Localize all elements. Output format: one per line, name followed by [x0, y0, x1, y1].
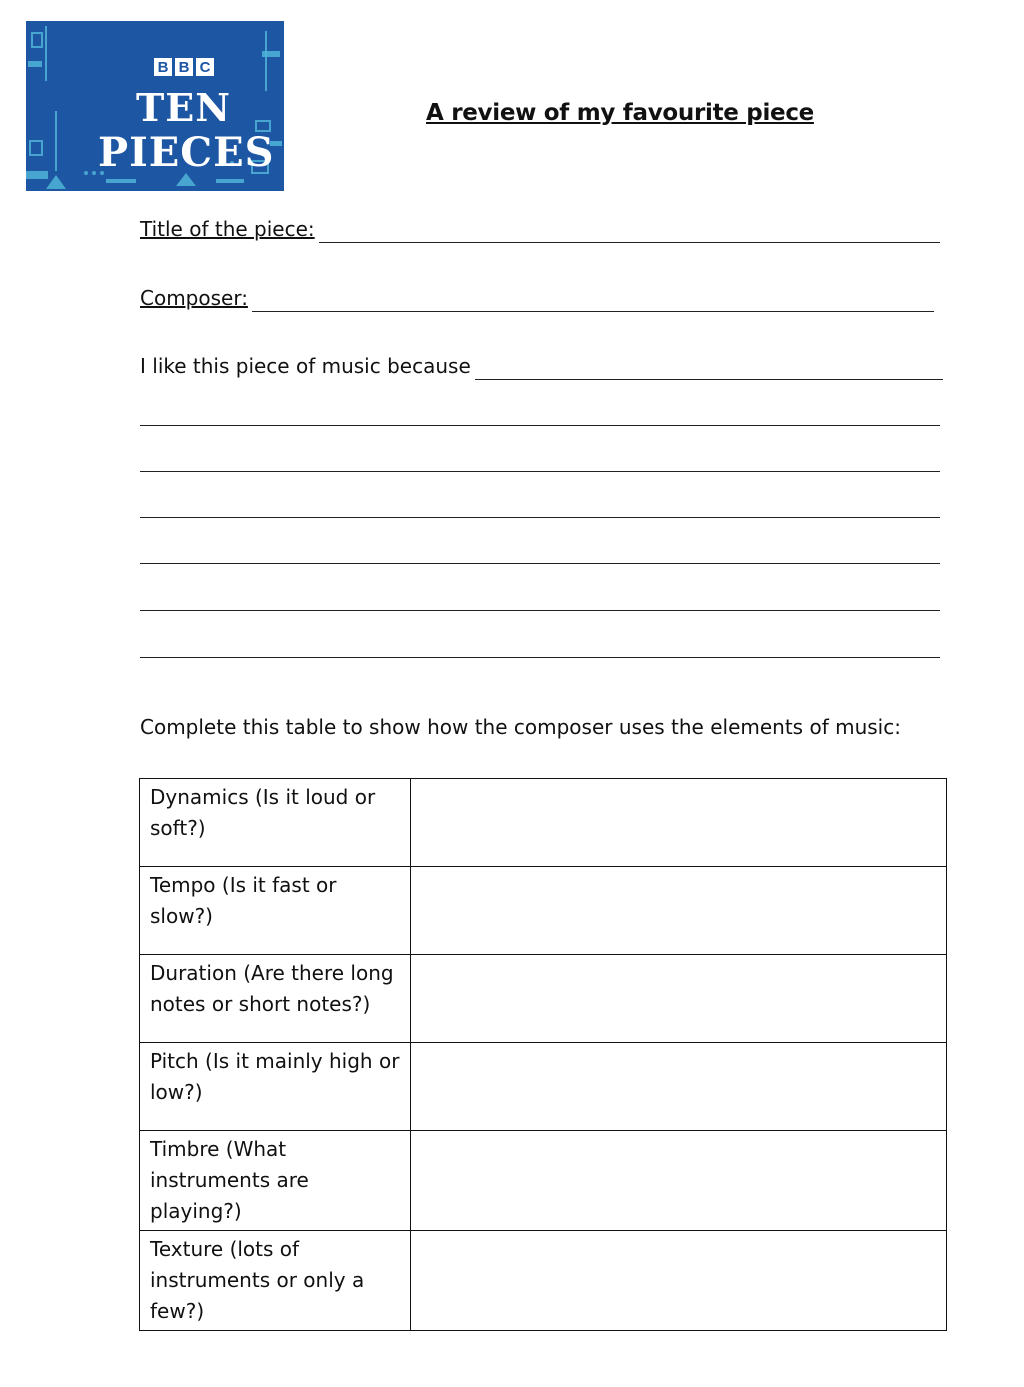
- title-answer-line[interactable]: [319, 212, 940, 243]
- bbc-logo: [154, 58, 214, 76]
- answer-line[interactable]: [140, 517, 940, 518]
- table-row: [140, 955, 947, 1043]
- element-question: Tempo (Is it fast or slow?): [140, 867, 411, 955]
- table-row: [140, 1043, 947, 1131]
- logo-word-ten: TEN: [136, 85, 231, 130]
- composer-label: Composer:: [140, 286, 248, 310]
- element-question: Timbre (What instruments are playing?): [140, 1131, 411, 1231]
- music-elements-table: [139, 778, 947, 1331]
- like-field[interactable]: [140, 350, 943, 380]
- page-title: A review of my favourite piece: [426, 100, 814, 126]
- logo-word-pieces: PIECES: [98, 129, 275, 176]
- bbc-letter: C: [196, 58, 214, 76]
- composer-field[interactable]: [140, 282, 934, 312]
- table-instruction: Complete this table to show how the composer uses the elements of music:: [140, 715, 901, 739]
- element-answer-cell[interactable]: [411, 955, 947, 1043]
- answer-line[interactable]: [140, 563, 940, 564]
- bbc-letter: B: [175, 58, 193, 76]
- element-question: Pitch (Is it mainly high or low?): [140, 1043, 411, 1131]
- like-answer-line[interactable]: [475, 349, 943, 380]
- answer-line[interactable]: [140, 610, 940, 611]
- element-question: Texture (lots of instruments or only a few?): [140, 1231, 411, 1331]
- element-question: Duration (Are there long notes or short notes?): [140, 955, 411, 1043]
- table-row: [140, 1131, 947, 1231]
- answer-line[interactable]: [140, 471, 940, 472]
- element-answer-cell[interactable]: [411, 779, 947, 867]
- element-question: Dynamics (Is it loud or soft?): [140, 779, 411, 867]
- table-row: [140, 1231, 947, 1331]
- element-answer-cell[interactable]: [411, 1043, 947, 1131]
- like-label: I like this piece of music because: [140, 354, 471, 378]
- title-field[interactable]: [140, 213, 940, 243]
- table-row: [140, 779, 947, 867]
- title-label: Title of the piece:: [140, 217, 315, 241]
- ten-pieces-logo: [26, 21, 284, 191]
- answer-line[interactable]: [140, 425, 940, 426]
- answer-line[interactable]: [140, 657, 940, 658]
- composer-answer-line[interactable]: [252, 281, 934, 312]
- bbc-letter: B: [154, 58, 172, 76]
- element-answer-cell[interactable]: [411, 1131, 947, 1231]
- element-answer-cell[interactable]: [411, 1231, 947, 1331]
- table-row: [140, 867, 947, 955]
- element-answer-cell[interactable]: [411, 867, 947, 955]
